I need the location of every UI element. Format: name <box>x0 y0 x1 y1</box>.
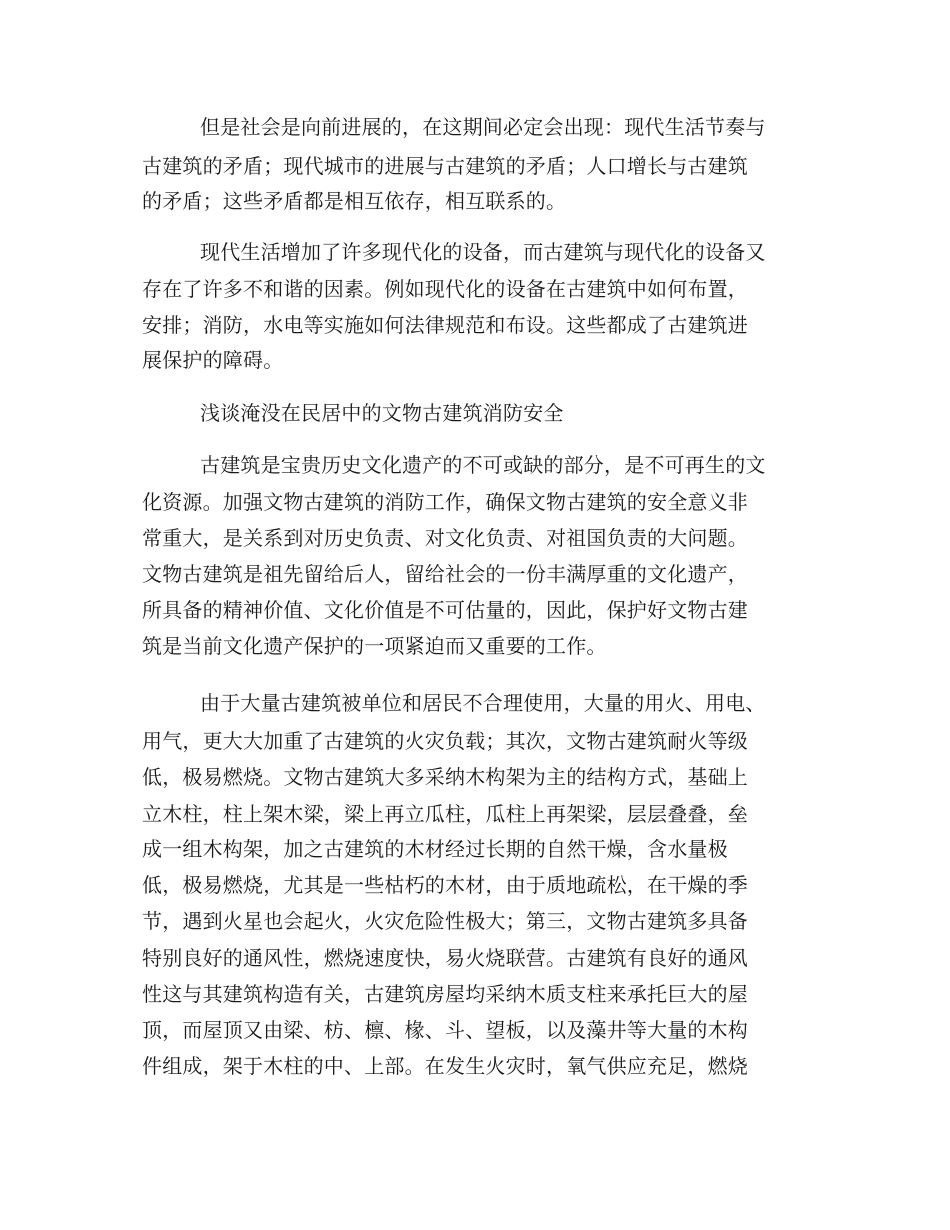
paragraph-4-line-9: 性这与其建筑构造有关，古建筑房屋均采纳木质支柱来承托巨大的屋 <box>142 982 748 1006</box>
paragraph-3-line-1: 古建筑是宝贵历史文化遗产的不可或缺的部分，是不可再生的文 <box>200 453 766 477</box>
paragraph-4-line-11: 件组成，架于木柱的中、上部。在发生火灾时，氧气供应充足，燃烧 <box>142 1054 748 1078</box>
paragraph-1-line-3: 的矛盾；这些矛盾都是相互依存，相互联系的。 <box>142 189 567 213</box>
paragraph-2-line-1: 现代生活增加了许多现代化的设备，而古建筑与现代化的设备又 <box>200 240 766 264</box>
paragraph-3-line-4: 文物古建筑是祖先留给后人，留给社会的一份丰满厚重的文化遗产， <box>142 562 748 586</box>
paragraph-3-line-5: 所具备的精神价值、文化价值是不可估量的，因此，保护好文物古建 <box>142 598 748 622</box>
paragraph-2-line-3: 安排；消防，水电等实施如何法律规范和布设。这些都成了古建筑进 <box>142 313 748 337</box>
paragraph-3-line-6: 筑是当前文化遗产保护的一项紧迫而又重要的工作。 <box>142 634 607 658</box>
paragraph-3-line-2: 化资源。加强文物古建筑的消防工作，确保文物古建筑的安全意义非 <box>142 490 748 514</box>
paragraph-4-line-7: 节，遇到火星也会起火，火灾危险性极大；第三，文物古建筑多具备 <box>142 909 748 933</box>
section-heading: 浅谈淹没在民居中的文物古建筑消防安全 <box>200 401 564 425</box>
paragraph-4-line-10: 顶，而屋顶又由梁、枋、檩、椽、斗、望板，以及藻井等大量的木构 <box>142 1018 748 1042</box>
paragraph-1-line-2: 古建筑的矛盾；现代城市的进展与古建筑的矛盾；人口增长与古建筑 <box>142 154 748 178</box>
paragraph-4-line-3: 低，极易燃烧。文物古建筑大多采纳木构架为主的结构方式，基础上 <box>142 765 748 789</box>
paragraph-3-line-3: 常重大，是关系到对历史负责、对文化负责、对祖国负责的大问题。 <box>142 526 748 550</box>
paragraph-2-line-4: 展保护的障碍。 <box>142 348 284 372</box>
paragraph-4-line-8: 特别良好的通风性，燃烧速度快，易火烧联营。古建筑有良好的通风 <box>142 946 748 970</box>
paragraph-2-line-2: 存在了许多不和谐的因素。例如现代化的设备在古建筑中如何布置， <box>142 277 748 301</box>
paragraph-4-line-6: 低，极易燃烧，尤其是一些枯朽的木材，由于质地疏松，在干燥的季 <box>142 873 748 897</box>
paragraph-4-line-4: 立木柱，柱上架木梁，梁上再立瓜柱，瓜柱上再架梁，层层叠叠，垒 <box>142 802 748 826</box>
paragraph-1-line-1: 但是社会是向前进展的，在这期间必定会出现：现代生活节奏与 <box>200 115 766 139</box>
paragraph-4-line-2: 用气，更大大加重了古建筑的火灾负载；其次，文物古建筑耐火等级 <box>142 729 748 753</box>
paragraph-4-line-1: 由于大量古建筑被单位和居民不合理使用，大量的用火、用电、 <box>200 691 766 715</box>
paragraph-4-line-5: 成一组木构架，加之古建筑的木材经过长期的自然干燥，含水量极 <box>142 837 728 861</box>
